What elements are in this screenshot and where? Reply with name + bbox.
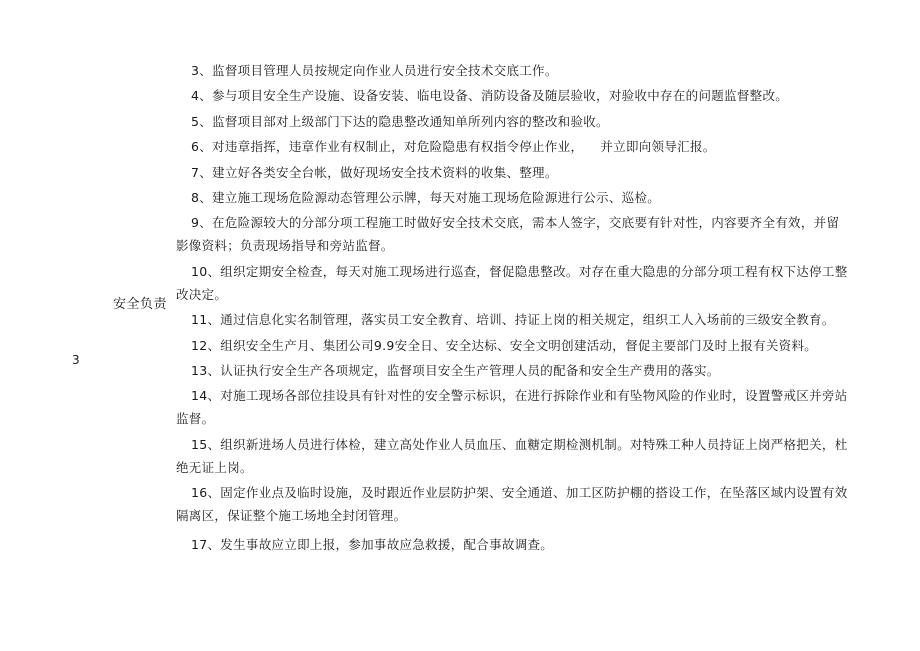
role-label: 安全负责: [113, 297, 168, 312]
duty-item-17: 17、发生事故应立即上报，参加事故应急救援，配合事故调查。: [191, 537, 554, 553]
duty-item-11: 11、通过信息化实名制管理，落实员工安全教育、培训、持证上岗的相关规定，组织工人入场前的三级安全教育。: [191, 312, 835, 328]
duty-item-6: 6、对违章指挥，违章作业有权制止，对危险隐患有权指令停止作业， 并立即向领导汇报。: [191, 139, 716, 155]
duty-item-12: 12、组织安全生产月、集团公司9.9安全日、安全达标、安全文明创建活动，督促主要部门及时上报有关资料。: [191, 337, 818, 353]
duty-item-9: 9、在危险源较大的分部分项工程施工时做好安全技术交底，需本人签字，交底要有针对性，内容要齐全有效，并留影像资料；负责现场指导和旁站监督。: [176, 215, 840, 254]
duty-item-10: 10、组织定期安全检查，每天对施工现场进行巡查，督促隐患整改。对存在重大隐患的分部分项工程有权下达停工整改决定。: [176, 263, 848, 302]
row-number: 3: [72, 353, 80, 367]
duty-list: [176, 59, 852, 558]
duty-item-15: 15、组织新进场人员进行体检，建立高处作业人员血压、血糖定期检测机制。对特殊工种人员持证上岗严格把关，杜绝无证上岗。: [176, 436, 848, 475]
duty-item-7: 7、建立好各类安全台帐，做好现场安全技术资料的收集、整理。: [191, 164, 558, 180]
duty-item-14: 14、对施工现场各部位挂设具有针对性的安全警示标识，在进行拆除作业和有坠物风险的作业时，设置警戒区并旁站监督。: [176, 388, 848, 427]
duty-item-5: 5、监督项目部对上级部门下达的隐患整改通知单所列内容的整改和验收。: [191, 113, 609, 129]
duty-item-13: 13、认证执行安全生产各项规定，监督项目安全生产管理人员的配备和安全生产费用的落实。: [191, 362, 720, 378]
duty-item-8: 8、建立施工现场危险源动态管理公示牌，每天对施工现场危险源进行公示、巡检。: [191, 189, 661, 205]
duty-item-3: 3、监督项目管理人员按规定向作业人员进行安全技术交底工作。: [191, 63, 558, 78]
duty-item-4: 4、参与项目安全生产设施、设备安装、临电设备、消防设备及随层验收，对验收中存在的问题监督整改。: [191, 88, 789, 104]
duty-item-16: 16、固定作业点及临时设施，及时跟近作业层防护架、安全通道、加工区防护棚的搭设工作，在坠落区域内设置有效隔离区，保证整个施工场地全封闭管理。: [176, 485, 848, 524]
